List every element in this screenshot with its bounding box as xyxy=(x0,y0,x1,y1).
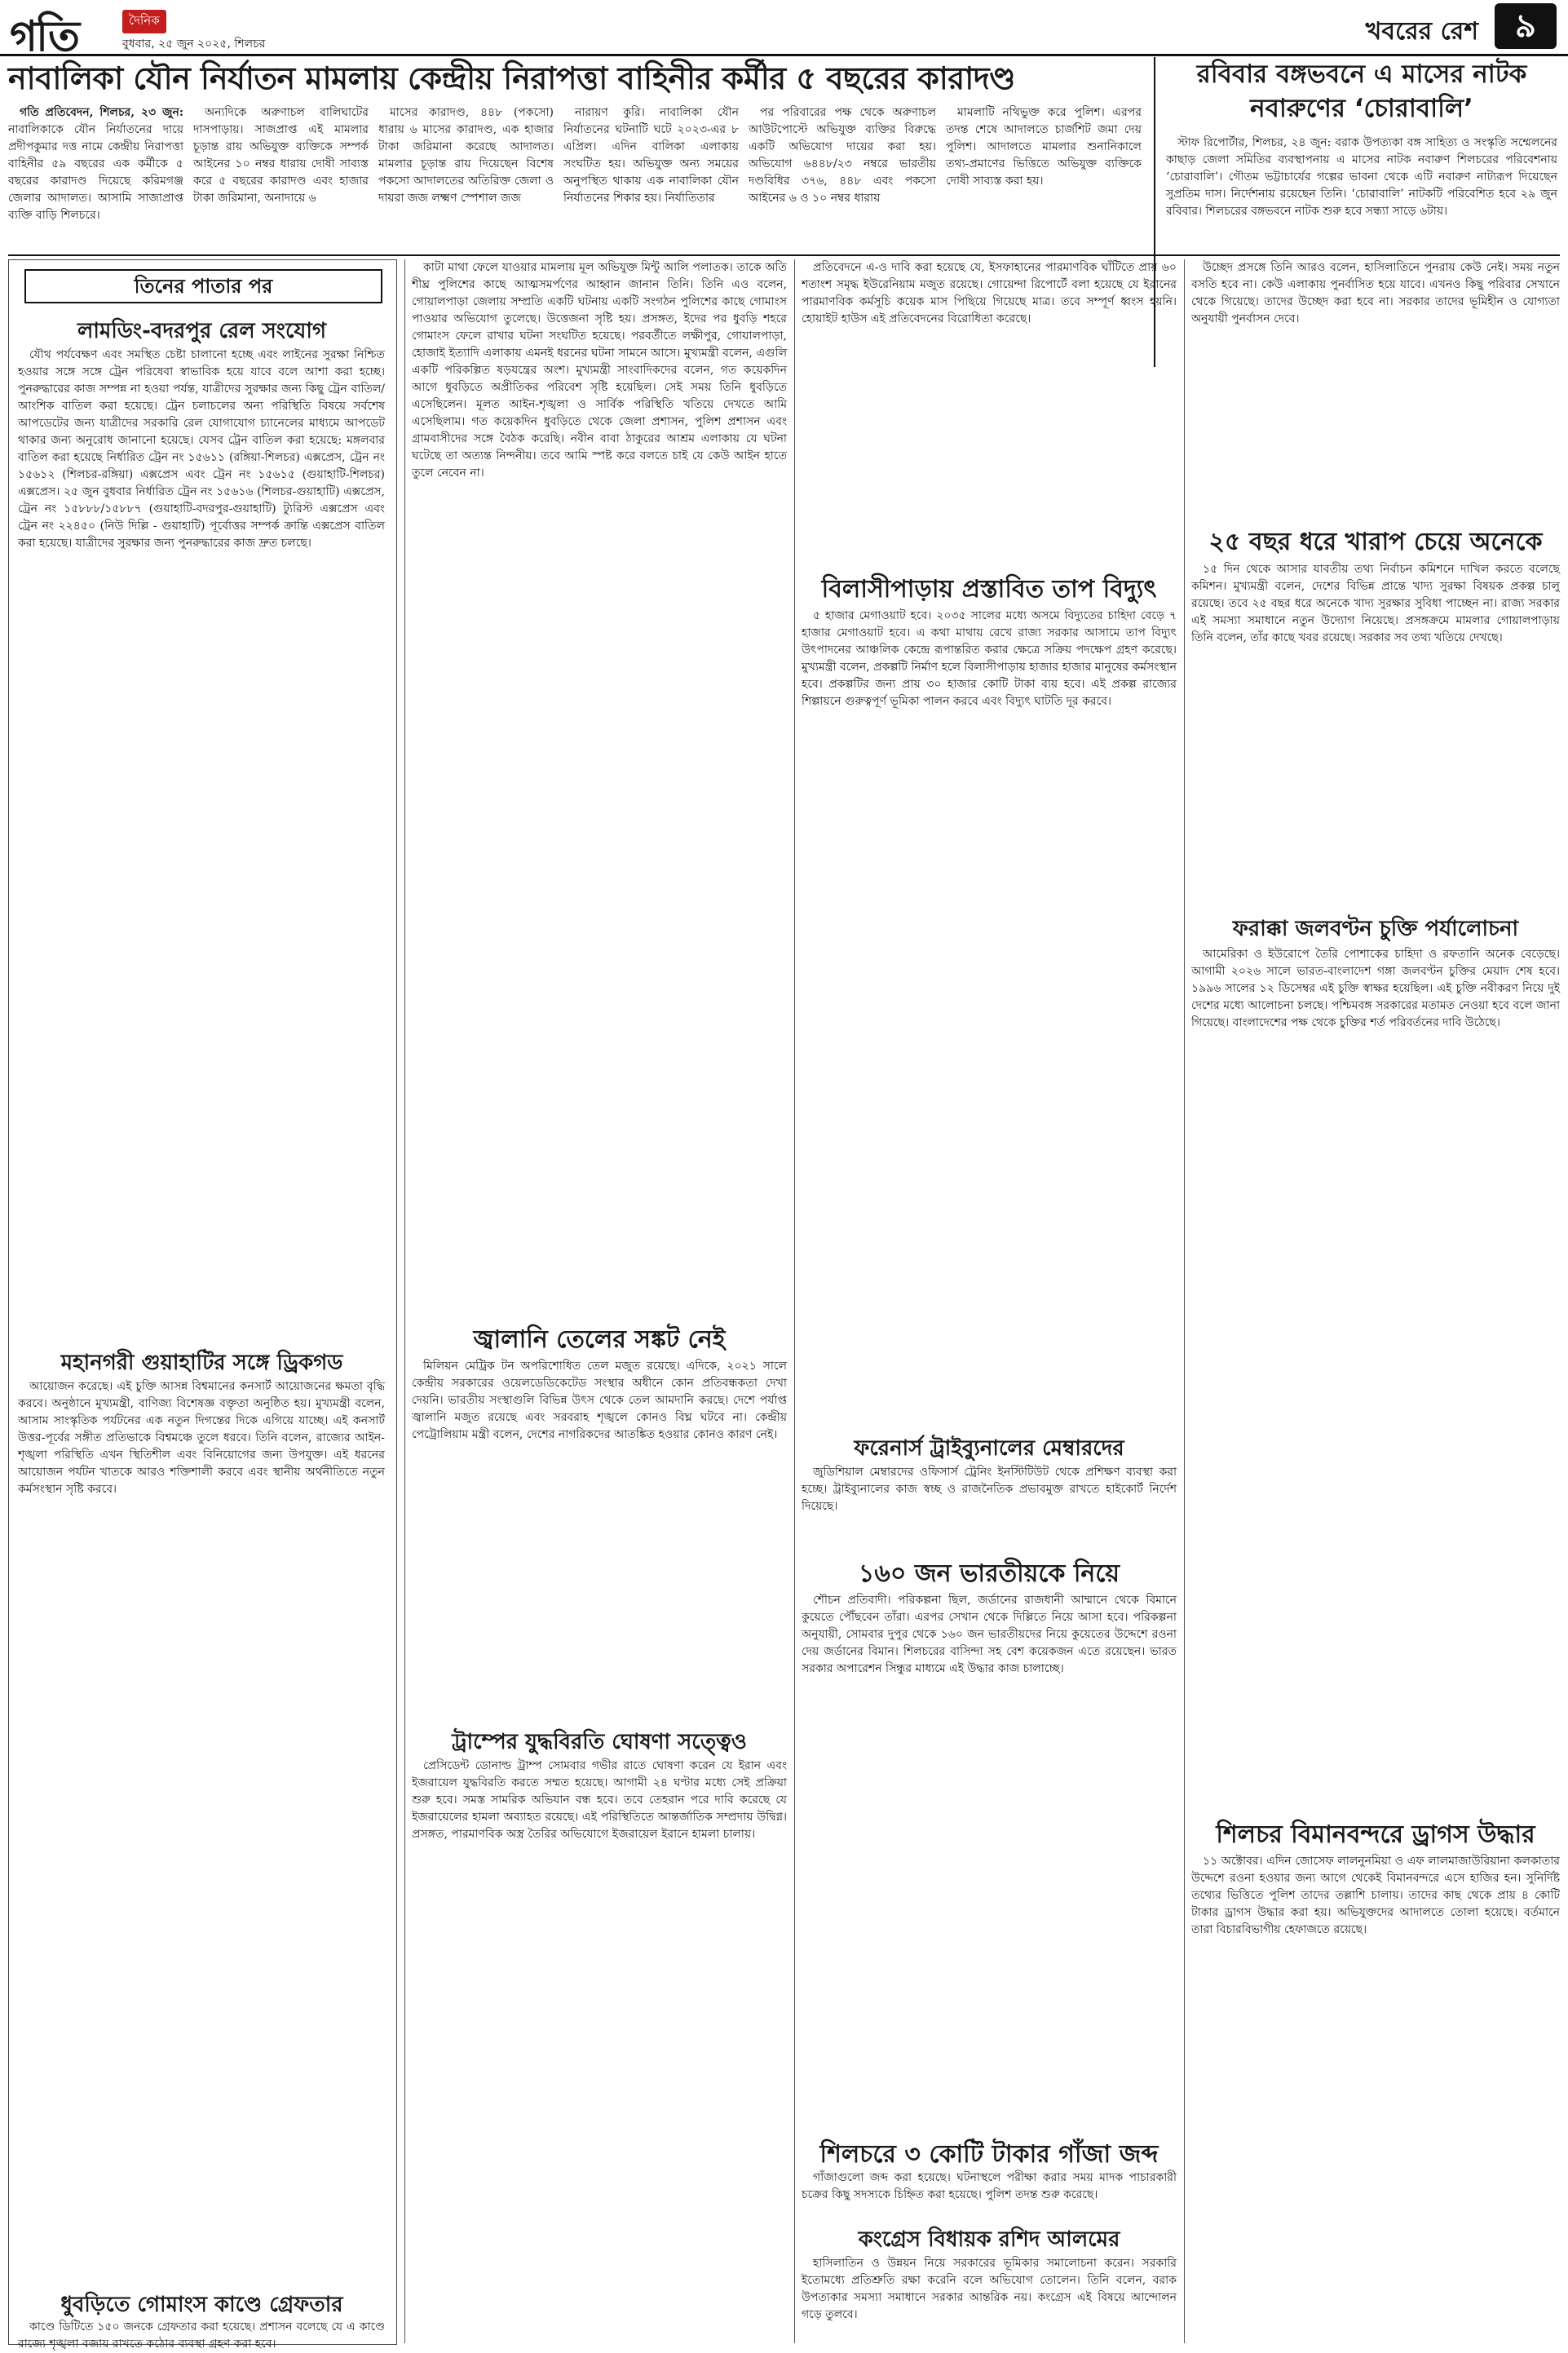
page-number: ৯ xyxy=(1495,3,1557,49)
lead-text-5: পর পরিবারের পক্ষ থেকে অরুণাচল আউটপোস্টে অভিযুক্ত ব্যক্তির বিরুদ্ধে একটি অভিযোগ দায়ের করা হয়। অভিযোগ ৬৪৪৮/২৩ নম্বরে ভারতীয় দণ্ডবিধির ৩৭৬, ৪৪৮ এবং পকসো আইনের ৬ ও ১০ নম্বর ধারায় xyxy=(749,106,936,205)
food-headline: ২৫ বছর ধরে খারাপ চেয়ে অনেকে xyxy=(1208,528,1543,556)
logo-badge: দৈনিক xyxy=(122,10,166,33)
lead-divider xyxy=(8,254,1560,256)
col-rule-1 xyxy=(404,259,405,2343)
fuel-text: মিলিয়ন মেট্রিক টন অপরিশোধিত তেল মজুত রয়েছে। এদিকে, ২০২১ সালে কেন্দ্রীয় সরকারের ওয়েলডেডিকেটেড সংস্থার অধীনে কোন প্রতিবন্ধকতা দেখা দেয়নি। ভারতীয় সংস্থাগুলি বিভিন্ন উৎস থেকে তেল আমদানি করছে। দেশে পর্যাপ্ত জ্বালানি মজুত রয়েছে এবং সরবরাহ শৃঙ্খলে কোনও বিঘ্ন ঘটবে না। কেন্দ্রীয় পেট্রোলিয়াম মন্ত্রী বলেন, দেশের নাগরিকদের আতঙ্কিত হওয়ার কোনও কারণ নেই। xyxy=(412,1360,787,1441)
section-name: খবরের রেশ xyxy=(1365,17,1478,46)
side-lead-text: স্টাফ রিপোর্টার, শিলচর, ২৪ জুন: বরাক উপত্যকা বঙ্গ সাহিত্য ও সংস্কৃতি সম্মেলনের কাছাড় জেলা সমিতির ব্যবস্থাপনায় এ মাসের নাটক নবারুণ শিলচরের পরিবেশনায় ‘চোরাবালি’। গৌতম ভট্টাচার্যের গল্পের ভাবনা থেকে এটি নবারুণ নাট্যরূপ দিয়েছেন সুপ্রতিম দাস। নির্দেশনায় রয়েছেন তিনি। ‘চোরাবালি’ নাটকটি পরিবেশিত হবে ২৯ জুন রবিবার। শিলচরের বঙ্গভবনে নাটক শুরু হবে সন্ধ্যা সাড়ে ৬টায়। xyxy=(1166,136,1557,218)
lead-text-2: অন্যদিকে অরুণাচল বালিঘাটের দাসপাড়ায়। সাজপ্রাপ্ত এই মামলার চূড়ান্ত রায় অভিযুক্ত ব্যক্তিকে সম্পর্ক আইনের ১০ নম্বর ধারায় দোষী সাব্যস্ত করে ৫ বছরের কারাদণ্ড এবং হাজার টাকা জরিমানা, অনাদায়ে ৬ xyxy=(193,106,369,205)
col4-text: উচ্ছেদ প্রসঙ্গে তিনি আরও বলেন, হাসিলাতিনে পুনরায় কেউ নেই। সময় নতুন বসতি হবে না। কেউ এলাকায় পুনর্বাসিত হয়ে যাবে। এখনও কিছু পরিবার সেখানে থেকে গিয়েছে। তাদের উচ্ছেদ করা হবে না। সরকার তাদের ভূমিহীন ও যোগ্যতা অনুযায়ী পুনর্বাসন দেবে। xyxy=(1191,261,1560,325)
rail-headline: লামডিং-বদরপুর রেল সংযোগ xyxy=(77,319,326,343)
trump-text: প্রেসিডেন্ট ডোনাল্ড ট্রাম্প সোমবার গভীর রাতে ঘোষণা করেন যে ইরান এবং ইজরায়েল যুদ্ধবিরতি করতে সম্মত হয়েছে। আগামী ২৪ ঘণ্টার মধ্যে সেই প্রক্রিয়া শুরু হবে। সমস্ত সামরিক অভিযান বন্ধ হবে। তবে তেহরান পরে দাবি করেছে যে ইজরায়েলের হামলা অব্যাহত রয়েছে। এই পরিস্থিতিতে আন্তর্জাতিক সম্প্রদায় উদ্বিগ্ন। প্রসঙ্গত, পারমাণবিক অস্ত্র তৈরির অভিযোগে ইজরায়েল ইরানে হামলা চালায়। xyxy=(412,1759,787,1841)
guwahati-text: আয়োজন করেছে। এই চুক্তি আসন্ন বিশ্বমানের কনসার্ট আয়োজনের ক্ষমতা বৃদ্ধি করবে। অনুষ্ঠানে মুখ্যমন্ত্রী, বাণিজ্য বিশেষজ্ঞ বক্তৃতা অনুষ্ঠিত হয়। মুখ্যমন্ত্রী বলেন, আসাম সাংস্কৃতিক পর্যটনের এক নতুন দিগন্তের দিকে এগিয়ে যাচ্ছে। এই কনসার্ট উত্তর-পূর্বের সঙ্গীত প্রতিভাকে বিশ্বমঞ্চে তুলে ধরবে। তিনি বলেন, রাজ্যের আইন-শৃঙ্খলা পরিস্থিতি এখন স্থিতিশীল এবং বিনিয়োগের জন্য উপযুক্ত। এই ধরনের আয়োজন পর্যটন খাতকে আরও শক্তিশালী করবে এবং স্থানীয় অর্থনীতিতে নতুন কর্মসংস্থান সৃষ্টি করবে। xyxy=(18,1380,385,1496)
fuel-headline: জ্বালানি তেলের সঙ্কট নেই xyxy=(473,1325,726,1354)
lead-text-6: মামলাটি নথিভুক্ত করে পুলিশ। এরপর তদন্ত শেষে আদালতে চার্জশিট জমা দেয় পুলিশ। আদালতে মামলার শুনানিকালে তথ্য-প্রমাণের ভিত্তিতে অভিযুক্ত ব্যক্তিকে দোষী সাব্যস্ত করা হয়। xyxy=(946,106,1142,188)
col2-text: কাটা মাথা ফেলে যাওয়ার মামলায় মূল অভিযুক্ত মিন্টু আলি পলাতক। তাকে অতি শীঘ্র পুলিশের কাছে আত্মসমর্পণের আহ্বান জানান তিনি। তিনি এও বলেন, গোয়ালপাড়া জেলায় সম্প্রতি একটি ঘটনায় একটি সংগঠন পুলিশের কাছে গোমাংস পাওয়ার অভিযোগ তুলেছে। উত্তেজনা সৃষ্টি হয়। প্রসঙ্গত, ইদের পর ধুবড়ি শহরে গোমাংস ফেলে রাখার ঘটনা সংঘটিত হয়েছে। পরবর্তীতে লক্ষীপুর, গোয়ালপাড়া, হোজাই ইত্যাদি এলাকায় এমনই ধরনের ঘটনা সামনে আসে। মুখ্যমন্ত্রী বলেন, এগুলি একটি পরিকল্পিত ষড়যন্ত্রের অংশ। মুখ্যমন্ত্রী সাংবাদিকদের বলেন, গত কয়েকদিন আগে ধুবড়িতে অপ্রীতিকর পরিবেশ সৃষ্টি হয়েছিল। সেই সময় তিনি ধুবড়িতে এসেছিলেন। মূলত আইন-শৃঙ্খলা ও সার্বিক পরিস্থিতি খতিয়ে দেখতে আমি এসেছিলাম। গত কয়েকদিন ধুবড়িতে থেকে জেলা প্রশাসন, পুলিশ প্রশাসন এবং গ্রামবাসীদের সঙ্গে বৈঠক করেছি। নবীন বাবা ঠাকুরের আশ্রম এলাকায় যে ঘটনা ঘটেছে তা অত্যন্ত নিন্দনীয়। তবে আমি স্পষ্ট করে বলতে চাই যে কেউ আইন হাতে তুলে নেবেন না। xyxy=(412,261,787,480)
tribunal-text: জুডিশিয়াল মেম্বারদের ওফিসার্স ট্রেনিং ইনস্টিটিউট থেকে প্রশিক্ষণ ব্যবস্থা করা হচ্ছে। ট্রাইব্যুনালের কাজ স্বচ্ছ ও রাজনৈতিক প্রভাবমুক্ত রাখতে হাইকোর্ট নির্দেশ দিয়েছে। xyxy=(802,1466,1177,1513)
dhubri-headline: ধুবড়িতে গোমাংস কাণ্ডে গ্রেফতার xyxy=(60,2293,343,2317)
congress-headline: কংগ্রেস বিধায়ক রশিদ আলমের xyxy=(858,2227,1120,2252)
dhubri-text: কাণ্ডে ডিটিতে ১৫০ জনকে গ্রেফতার করা হয়েছে। প্রশাসন বলেছে যে এ কাণ্ডে রাজ্যে শৃঙ্খলা বজায় রাখতে কঠোর ব্যবস্থা গ্রহণ করা হবে। xyxy=(18,2320,385,2351)
trump-headline: ট্রাম্পের যুদ্ধবিরতি ঘোষণা সত্ত্বেও xyxy=(452,1730,747,1754)
lead-text-4: নারায়ণ কুরি। নাবালিকা যৌন নির্যাতনের ঘটনাটি ঘটে ২০২৩-এর ৮ এপ্রিল। এদিন বালিকা এলাকায় সংঘটিত হয়। অভিযুক্ত অন্য সময়ের অনুপস্থিত থাকায় এক নাবালিকা যৌন নির্যাতনের শিকার হয়। নির্যাতিতার xyxy=(563,106,739,205)
indians-headline: ১৬০ জন ভারতীয়কে নিয়ে xyxy=(858,1559,1120,1588)
masthead xyxy=(0,0,1568,61)
lead-col-3 xyxy=(378,104,554,253)
lead-col-1 xyxy=(8,104,183,253)
guwahati-headline: মহানগরী গুয়াহাটির সঙ্গে ড্রিকগড xyxy=(60,1351,343,1375)
continued-banner: তিনের পাতার পর xyxy=(24,269,382,303)
congress-text: হাসিলাতিন ও উন্নয়ন নিয়ে সরকারের ভূমিকার সমালোচনা করেন। সরকারি ইতোমধ্যে প্রতিশ্রুতি রক্ষা করেনি বলে অভিযোগ তোলেন। তিনি বলেন, বরাক উপত্যকার সমস্যা সমাধানে সরকার আন্তরিক নয়। কংগ্রেস এই বিষয়ে আন্দোলন গড়ে তুলবে। xyxy=(802,2257,1177,2321)
newspaper-logo: গতি xyxy=(10,12,78,61)
col-rule-2 xyxy=(794,259,795,2343)
lead-headline: নাবালিকা যৌন নির্যাতন মামলায় কেন্দ্রীয় নিরাপত্তা বাহিনীর কর্মীর ৫ বছরের কারাদণ্ড xyxy=(8,60,1015,96)
side-headline: রবিবার বঙ্গভবনে এ মাসের নাটক নবারুণের ‘চোরাবালি’ xyxy=(1196,60,1527,123)
lead-text-1: নাবালিকাকে যৌন নির্যাতনের দায়ে প্রদীপকুমার দত্ত নামে কেন্দ্রীয় নিরাপত্তা বাহিনীর ৫৯ বছরের এক কর্মীকে ৫ বছরের কারাদণ্ড দিয়েছে করিমগঞ্জ জেলার আদালত। আসামি সাজাপ্রাপ্ত ব্যক্তি বাড়ি শিলচরে। xyxy=(8,123,183,222)
indians-text: শৌচন প্রতিবাদী। পরিকল্পনা ছিল, জর্ডানের রাজধানী আম্মানে থেকে বিমানে কুয়েতে পৌঁছবেন তাঁরা। এরপর সেখান থেকে দিল্লিতে নিয়ে আসা হবে। পরিকল্পনা অনুযায়ী, সোমবার দুপুর থেকে ১৬০ জন ভারতীয়দের নিয়ে কুয়েতের উদ্দেশে রওনা দেয় জর্ডানের বিমান। শিলচরের বাসিন্দা সহ বেশ কয়েকজন এতে রয়েছেন। ভারত সরকার অপারেশন সিন্ধুর মাধ্যমে এই উদ্ধার কাজ চালাচ্ছে। xyxy=(802,1594,1177,1675)
lead-byline: গতি প্রতিবেদন, শিলচর, ২৩ জুন: xyxy=(20,106,183,119)
tribunal-headline: ফরেনার্স ট্রাইব্যুনালের মেম্বারদের xyxy=(854,1436,1124,1461)
bilaspur-text: ৫ হাজার মেগাওয়াট হবে। ২০৩৫ সালের মধ্যে অসমে বিদ্যুতের চাহিদা বেড়ে ৭ হাজার মেগাওয়াট হবে। এ কথা মাথায় রেখে রাজ্য সরকার আসামে তাপ বিদ্যুৎ উৎপাদনের আঞ্চলিক কেন্দ্রে রূপান্তরিত করার ক্ষেত্রে সক্রিয় পদক্ষেপ গ্রহণ করেছে। মুখ্যমন্ত্রী বলেন, প্রকল্পটি নির্মাণ হলে বিলাসীপাড়ায় হাজার হাজার মানুষের কর্মসংস্থান হবে। প্রকল্পটির জন্য প্রায় ৩০ হাজার কোটি টাকা ব্যয় হবে। এই প্রকল্প রাজ্যের শিল্পায়নে গুরুত্বপূর্ণ ভূমিকা পালন করবে এবং বিদ্যুৎ ঘাটতি দূর করবে। xyxy=(802,609,1177,708)
drugs-headline: শিলচর বিমানবন্দরে ড্রাগস উদ্ধার xyxy=(1216,1820,1535,1849)
bilaspur-headline: বিলাসীপাড়ায় প্রস্তাবিত তাপ বিদ্যুৎ xyxy=(821,575,1157,604)
lead-col-6 xyxy=(946,104,1142,253)
drugs-text: ১১ অক্টোবর। এদিন জোসেফ লালনুনমিয়া ও এফ লালমাজাউরিয়ানা কলকাতার উদ্দেশে রওনা হওয়ার জন্য আগে থেকেই বিমানবন্দরে এসে হাজির হন। সুনির্দিষ্ট তথ্যের ভিত্তিতে পুলিশ তাদের তল্লাশি চালায়। তাদের কাছ থেকে প্রায় ৪ কোটি টাকার ড্রাগস উদ্ধার করা হয়। অভিযুক্তদের আদালতে তোলা হয়েছে। বর্তমানে তারা বিচারবিভাগীয় হেফাজতে রয়েছে। xyxy=(1191,1855,1560,1936)
farakka-text: আমেরিকা ও ইউরোপে তৈরি পোশাকের চাহিদা ও রফতানি অনেক বেড়েছে। আগামী ২০২৬ সালে ভারত-বাংলাদেশ গঙ্গা জলবণ্টন চুক্তির মেয়াদ শেষ হবে। ১৯৯৬ সালের ১২ ডিসেম্বর এই চুক্তি স্বাক্ষর হয়েছিল। এই চুক্তি নবীকরণ নিয়ে দুই দেশের মধ্যে আলোচনা চলছে। পশ্চিমবঙ্গ সরকারের মতামত নেওয়া হবে বলে জানা গিয়েছে। বাংলাদেশের পক্ষ থেকে চুক্তির শর্ত পরিবর্তনের দাবি উঠেছে। xyxy=(1191,948,1560,1029)
lead-col-2 xyxy=(193,104,369,253)
dateline: বুধবার, ২৫ জুন ২০২৫, শিলচর xyxy=(122,38,266,51)
food-text: ১৫ দিন থেকে আসার যাবতীয় তথ্য নির্বাচন কমিশনে দাখিল করতে বলেছে কমিশন। মুখ্যমন্ত্রী বলেন, দেশের বিভিন্ন প্রান্তে খাদ্য সুরক্ষা বিষয়ক প্রকল্প চালু রয়েছে। তবে ২৫ বছর ধরে অনেকে খাদ্য সুরক্ষার সুবিধা পাচ্ছেন না। রাজ্য সরকার এই সমস্যা সমাধানে নতুন উদ্যোগ নিয়েছে। প্রসঙ্গক্রমে মামলার গোয়ালপাড়ায় তিনি বলেন, তাঁর কাছে খবর রয়েছে। সরকার সব তথ্য খতিয়ে দেখছে। xyxy=(1191,563,1560,644)
lead-col-4 xyxy=(563,104,739,253)
farakka-headline: ফরাক্কা জলবণ্টন চুক্তি পর্যালোচনা xyxy=(1232,917,1519,941)
col-rule-3 xyxy=(1184,259,1185,2343)
lead-text-3: মাসের কারাদণ্ড, ৪৪৮ (পকসো) ধারায় ৬ মাসের কারাদণ্ড, এক হাজার টাকা জরিমানা করেছে আদালত। মামলার চূড়ান্ত রায় দিয়েছেন বিশেষ পকসো আদালতের অতিরিক্ত জেলা ও দায়রা জজ লক্ষ্মণ স্পেশাল জজ xyxy=(378,106,554,205)
ganja-headline: শিলচরে ৩ কোটি টাকার গাঁজা জব্দ xyxy=(819,2140,1159,2169)
ganja-text: গাঁজাগুলো জব্দ করা হয়েছে। ঘটনাস্থলে পরীক্ষা করার সময় মাদক পাচারকারী চক্রের কিছু সদস্যকে চিহ্নিত করা হয়েছে। পুলিশ তদন্ত শুরু করেছে। xyxy=(802,2171,1177,2201)
rail-text: যৌথ পর্যবেক্ষণ এবং সমস্থিত চেষ্টা চালানো হচ্ছে এবং লাইনের সুরক্ষা নিশ্চিত হওয়ার সঙ্গে সঙ্গে ট্রেন পরিষেবা স্বাভাবিক হয়ে যাবে বলে আশা করা হচ্ছে। পুনরুদ্ধারের কাজ সম্পন্ন না হওয়া পর্যন্ত, যাত্রীদের সুরক্ষার জন্য কিছু ট্রেন বাতিল/আংশিক বাতিল করা হয়েছে। ট্রেন চলাচলের অন্য পরিস্থিতি বিষয়ে সর্বশেষ আপডেটের জন্য যাত্রীদের সরকারি রেল যোগাযোগ চ্যানেলের মাধ্যমে আপডেট থাকার জন্য অনুরোধ জানানো হয়েছে। যেসব ট্রেন বাতিল করা হয়েছে: মঙ্গলবার বাতিল করা হয়েছে নির্ধারিত ট্রেন নং ১৫৬১১ (রঙ্গিয়া-শিলচর) এক্সপ্রেস, ট্রেন নং ১৫৬১২ (শিলচর-রঙ্গিয়া) এক্সপ্রেস এবং ট্রেন নং ১৫৬১৫ (গুয়াহাটি-শিলচর) এক্সপ্রেস। ২৫ জুন বুধবার নির্ধারিত ট্রেন নং ১৫৬১৬ (শিলচর-গুয়াহাটি) এক্সপ্রেস, ট্রেন নং ১৫৮৮৮/১৫৮৮৭ (গুয়াহাটি-বদরপুর-গুয়াহাটি) ট্যুরিস্ট এক্সপ্রেস এবং ট্রেন নং ২২৪৫০ (নিউ দিল্লি - গুয়াহাটি) পূর্বোত্তর সম্পর্ক ক্রান্তি এক্সপ্রেস বাতিল করা হয়েছে। যাত্রীদের সুরক্ষার জন্য পুনরুদ্ধারের কাজ দ্রুত চলছে। xyxy=(18,348,385,550)
col3-text: প্রতিবেদনে এ-ও দাবি করা হয়েছে যে, ইসফাহানের পারমাণবিক ঘাঁটিতে প্রায় ৬০ শতাংশ সমৃদ্ধ ইউরেনিয়াম মজুত রয়েছে। গোয়েন্দা রিপোর্টে বলা হয়েছে যে ইরানের পারমাণবিক কর্মসূচি কয়েক মাস পিছিয়ে গিয়েছে মাত্র। তবে সম্পূর্ণ ধ্বংস হয়নি। হোয়াইট হাউস এই প্রতিবেদনের বিরোধিতা করেছে। xyxy=(802,261,1177,325)
lead-col-5 xyxy=(749,104,936,253)
